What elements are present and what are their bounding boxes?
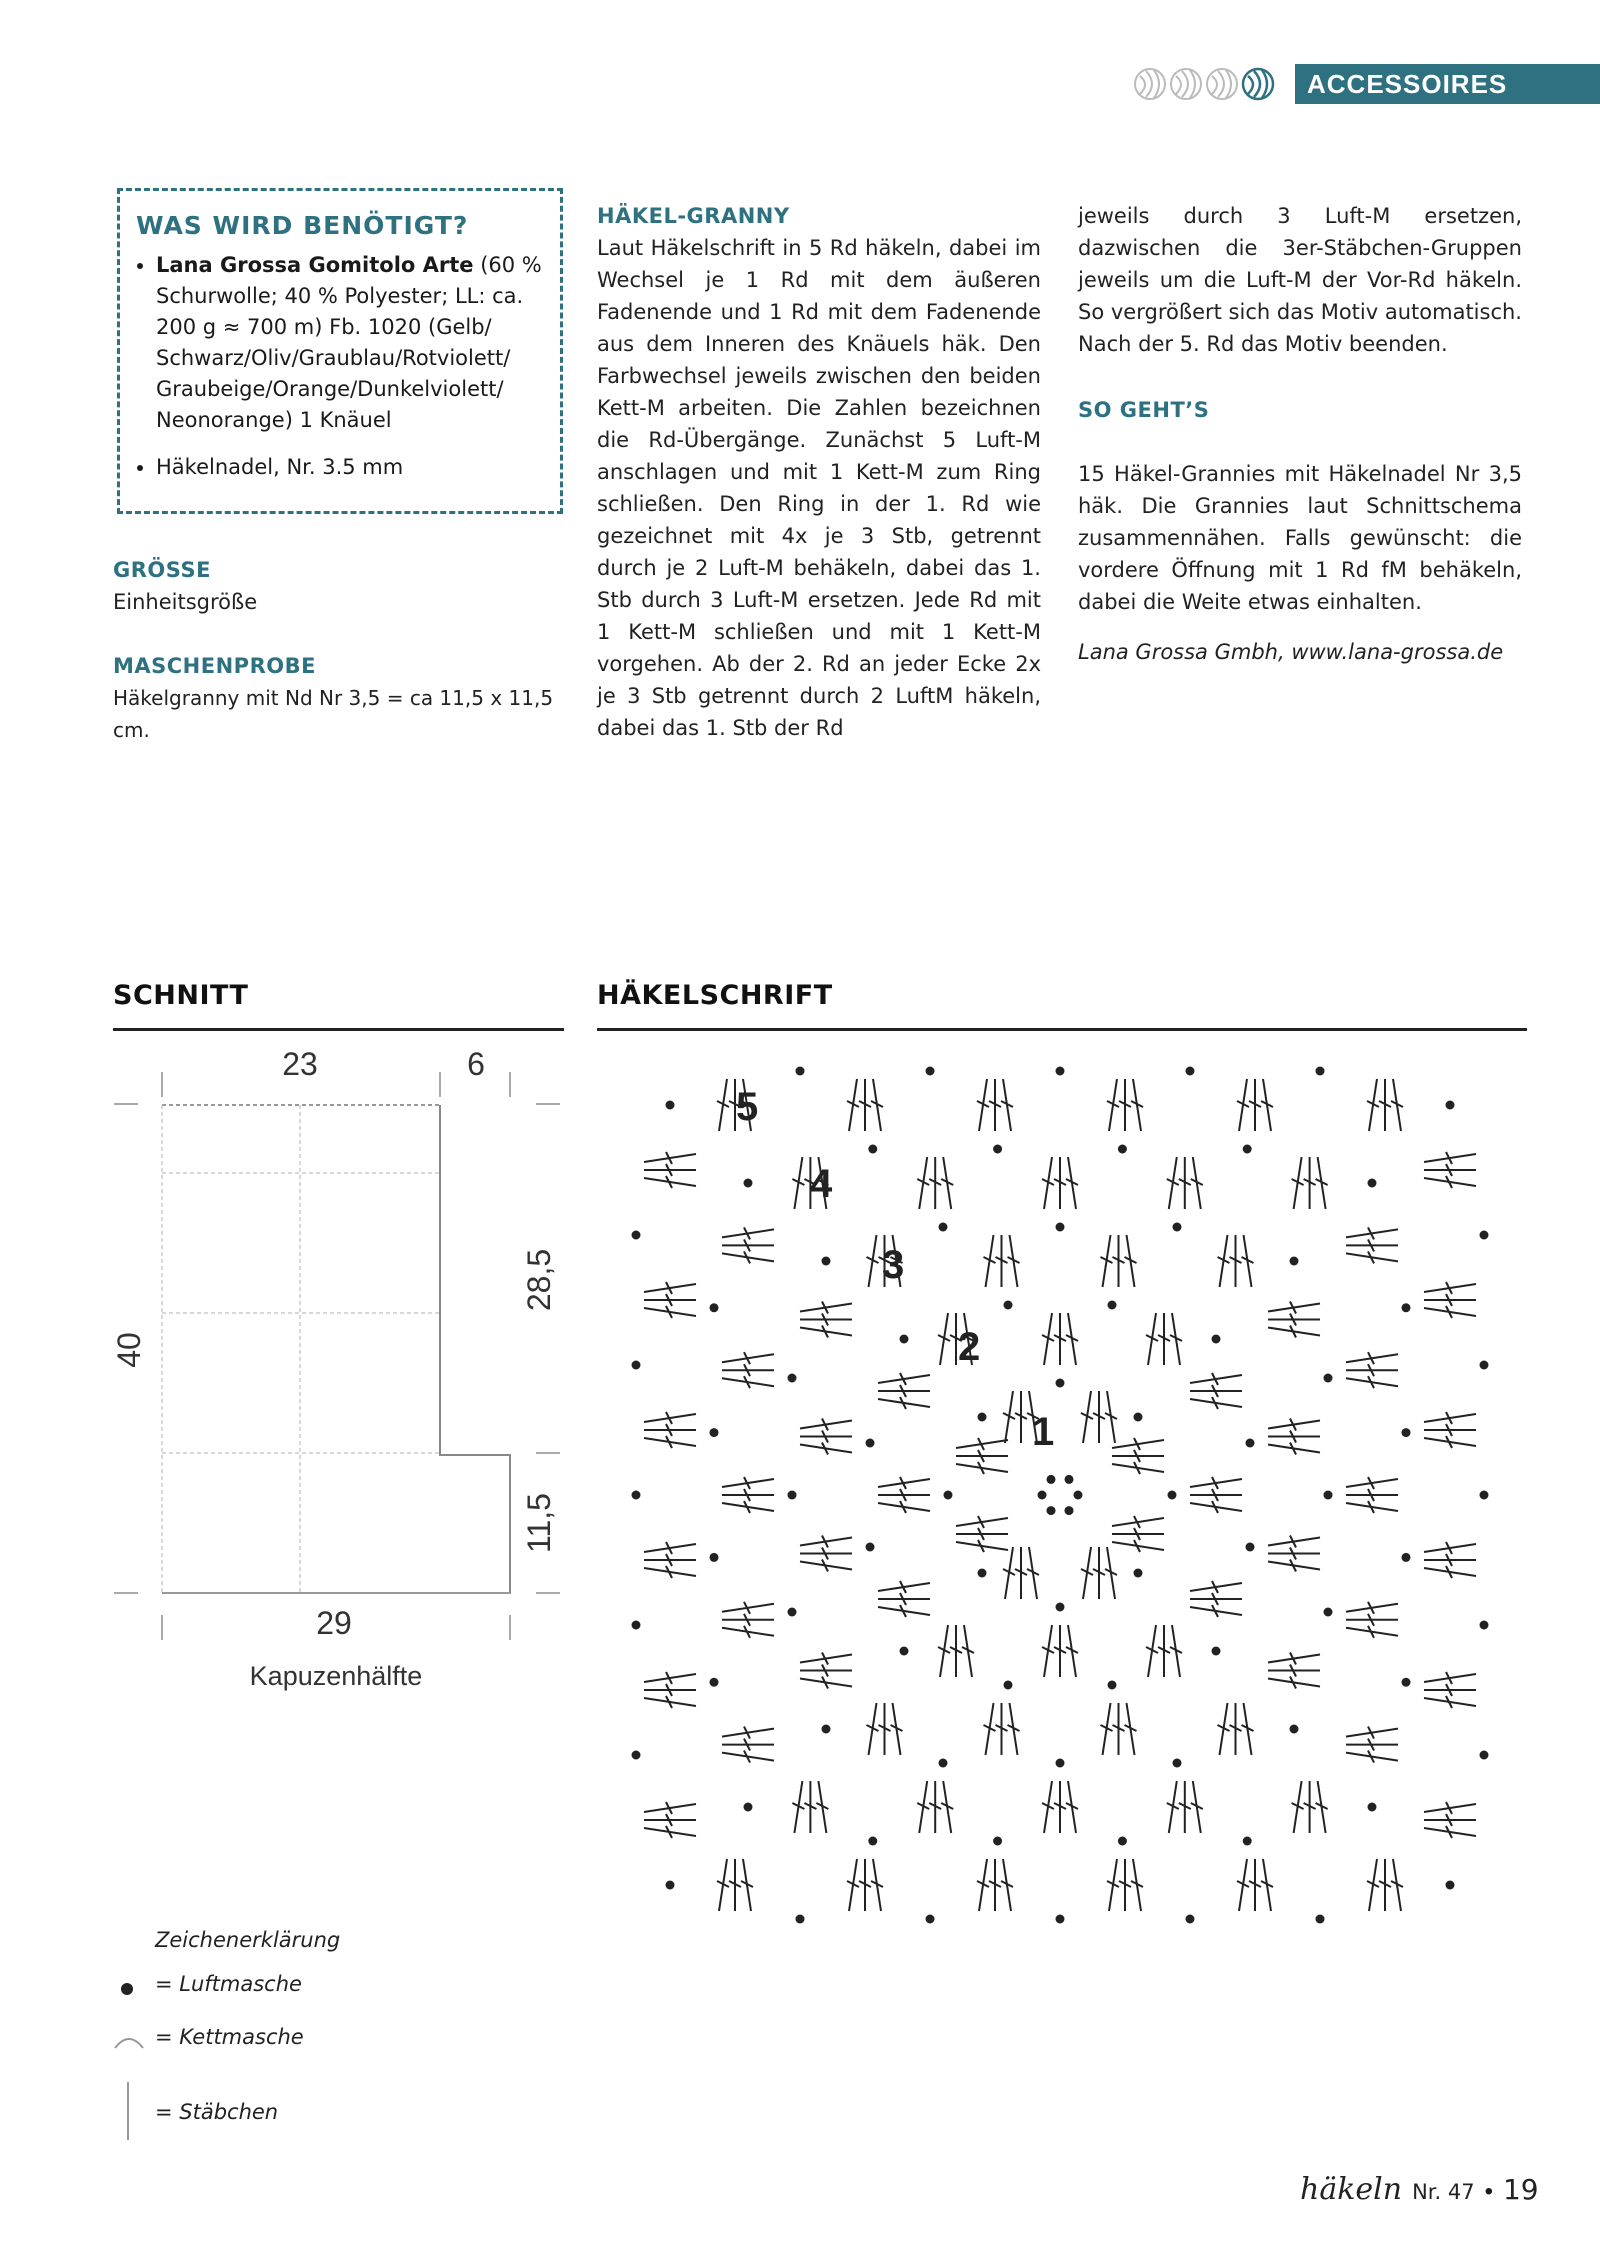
- gauge-section: [113, 650, 583, 746]
- chain-dot-r2-c0: [900, 1335, 909, 1344]
- chain-dot-r1-c2: [1134, 1569, 1143, 1578]
- howto-heading: SO GEHT’S: [1078, 398, 1210, 422]
- chain-dot-r5: [1316, 1915, 1325, 1924]
- yarn-balls-icon: [1132, 66, 1280, 102]
- dim-top-a: 23: [282, 1046, 318, 1082]
- chain-symbol-icon: [121, 1983, 133, 1995]
- howto-section: [1078, 394, 1522, 668]
- chain-dot-r2: [1004, 1301, 1013, 1310]
- chain-dot-r3: [1324, 1374, 1333, 1383]
- chain-dot-r3-c1: [1290, 1257, 1299, 1266]
- chart-heading: HÄKELSCHRIFT: [597, 980, 833, 1011]
- size-section: [113, 554, 573, 618]
- page-number: 19: [1502, 2173, 1539, 2206]
- chain-dot-r4: [710, 1303, 719, 1312]
- legend-chain: = Luftmasche: [155, 1972, 302, 1996]
- chain-dot-r5: [632, 1231, 641, 1240]
- chain-dot-r4: [868, 1837, 877, 1846]
- chain-dot-r3: [1056, 1759, 1065, 1768]
- chain-dot-r4: [1118, 1837, 1127, 1846]
- chain-dot-r5: [1056, 1915, 1065, 1924]
- chain-dot-r3: [1173, 1223, 1182, 1232]
- chain-dot-r5: [1186, 1067, 1195, 1076]
- legend-slip: = Kettmasche: [155, 2025, 304, 2049]
- chain-dot-r5: [1186, 1915, 1195, 1924]
- ring-chain-dot: [1038, 1491, 1047, 1500]
- chain-dot-r4: [1243, 1837, 1252, 1846]
- chain-dot-r5: [926, 1915, 935, 1924]
- materials-item-yarn: [156, 250, 544, 436]
- size-heading: GRÖSSE: [113, 558, 211, 582]
- chain-dot-r3: [1173, 1759, 1182, 1768]
- yarn-details: (60 % Schurwolle; 40 % Polyester; LL: ca. 200 g ≈ 700 m) Fb. 1020 (Gelb/ Schwarz/Oliv/Graublau/Rotviolett/ Graubeige/Orange/Dunkelviolett/ Neonorange) 1 Knäuel: [156, 253, 542, 432]
- chain-dot-r5: [796, 1067, 805, 1076]
- chain-dot-r2: [1108, 1301, 1117, 1310]
- granny-section: [597, 200, 1041, 744]
- chain-dot-r4-c1: [1368, 1179, 1377, 1188]
- chain-dot-r5: [1480, 1751, 1489, 1760]
- chain-dot-r4: [993, 1837, 1002, 1846]
- chain-dot-r2-c2: [1212, 1647, 1221, 1656]
- chart-rule: [597, 1028, 1527, 1031]
- granny-text: Laut Häkelschrift in 5 Rd häkeln, dabei im Wechsel je 1 Rd mit dem äußeren Fadenende und 1 Rd mit dem Fadenende aus dem Inneren des Knäuels häk. Den Farbwechsel jeweils zwischen den beiden Kett-M arbeiten. Die Zahlen bezeichnen die Rd-Übergänge. Zunächst 5 Luft-M anschlagen und mit 1 Kett-M zum Ring schließen. Den Ring in der 1. Rd wie gezeichnet mit 4x je 3 Stb, getrennt durch je 2 Luft-M behäkeln, dabei das 1. Stb durch 3 Luft-M ersetzen. Jede Rd mit 1 Kett-M schließen und mit 1 Kett-M vorgehen. Ab der 2. Rd an jeder Ecke 2x je 3 Stb getrennt durch 2 LuftM häkeln, dabei das 1. Stb der Rd: [597, 236, 1041, 740]
- ring-chain-dot: [1047, 1506, 1056, 1515]
- chain-dot-r5: [1056, 1067, 1065, 1076]
- round-label-4: 4: [810, 1162, 833, 1206]
- chain-dot-r3-c2: [1290, 1725, 1299, 1734]
- dim-right-b: 11,5: [521, 1493, 557, 1553]
- chain-dot-r5: [1480, 1621, 1489, 1630]
- round-label-1: 1: [1032, 1410, 1055, 1454]
- materials-title: WAS WIRD BENÖTIGT?: [136, 211, 469, 240]
- chain-dot-r1-c1: [1134, 1413, 1143, 1422]
- chain-dot-r3-c0: [822, 1257, 831, 1266]
- chain-dot-r5-c3: [666, 1881, 675, 1890]
- chain-dot-r5: [1480, 1231, 1489, 1240]
- chain-dot-r4-c0: [744, 1179, 753, 1188]
- granny-heading: HÄKEL-GRANNY: [597, 204, 790, 228]
- section-tag: ACCESSOIRES: [1295, 64, 1600, 104]
- yarn-name: Lana Grossa Gomitolo Arte: [156, 253, 474, 277]
- chain-dot-r3: [788, 1491, 797, 1500]
- chain-dot-r4: [710, 1553, 719, 1562]
- chain-dot-r1: [1056, 1379, 1065, 1388]
- materials-list: [136, 250, 544, 483]
- chain-dot-r1-c0: [978, 1413, 987, 1422]
- round-label-3: 3: [882, 1243, 905, 1287]
- materials-box: [117, 188, 563, 514]
- legend-dc: = Stäbchen: [155, 2100, 279, 2124]
- chain-dot-r4: [1402, 1553, 1411, 1562]
- ring-chain-dot: [1065, 1475, 1074, 1484]
- schematic-caption: Kapuzenhälfte: [249, 1661, 423, 1691]
- pattern-schematic: [100, 1045, 570, 1705]
- schnitt-rule: [113, 1028, 564, 1031]
- gauge-heading: MASCHENPROBE: [113, 654, 316, 678]
- chain-dot-r5: [632, 1621, 641, 1630]
- chain-dot-r2: [866, 1439, 875, 1448]
- chain-dot-r3: [939, 1223, 948, 1232]
- chain-dot-r3: [1056, 1223, 1065, 1232]
- chain-dot-r4-c2: [1368, 1803, 1377, 1812]
- chain-dot-r2-c3: [900, 1647, 909, 1656]
- chain-dot-r3: [788, 1374, 797, 1383]
- granny-text-continued: jeweils durch 3 Luft-M ersetzen, dazwischen die 3er-Stäbchen-Gruppen jeweils um die Luft-M der Vor-Rd häkeln. So vergrößert sich das Motiv automatisch. Nach der 5. Rd das Motiv beenden.: [1078, 204, 1522, 356]
- footer-bullet: •: [1484, 2178, 1493, 2205]
- issue-number: Nr. 47: [1412, 2180, 1475, 2204]
- chain-dot-r5-c1: [1446, 1101, 1455, 1110]
- chain-dot-r2-c1: [1212, 1335, 1221, 1344]
- chain-dot-r1-c3: [978, 1569, 987, 1578]
- chain-dot-r5: [632, 1361, 641, 1370]
- ring-chain-dot: [1065, 1506, 1074, 1515]
- chain-dot-r3: [1324, 1608, 1333, 1617]
- chain-dot-r4: [1243, 1145, 1252, 1154]
- chain-dot-r2: [1108, 1681, 1117, 1690]
- howto-text: 15 Häkel-Grannies mit Häkelnadel Nr 3,5 häk. Die Grannies laut Schnittschema zusammennähen. Falls gewünscht: die vordere Öffnung mit 1 Rd fM behäkeln, dabei die Weite etwas einhalten.: [1078, 462, 1522, 614]
- chain-dot-r4: [1402, 1303, 1411, 1312]
- dim-bottom: 29: [316, 1605, 352, 1641]
- chain-dot-r5: [1316, 1067, 1325, 1076]
- chain-dot-r4: [1402, 1428, 1411, 1437]
- chain-dot-r4: [1402, 1678, 1411, 1687]
- materials-item-hook: • Häkelnadel, Nr. 3.5 mm: [156, 452, 544, 483]
- legend-title: Zeichenerklärung: [155, 1928, 341, 1952]
- gauge-text: Häkelgranny mit Nd Nr 3,5 = ca 11,5 x 11,5 cm.: [113, 686, 554, 742]
- chain-dot-r5: [926, 1067, 935, 1076]
- chain-dot-r4: [868, 1145, 877, 1154]
- credit-text: Lana Grossa Gmbh, www.lana-grossa.de: [1078, 640, 1504, 664]
- chain-dot-r5-c0: [666, 1101, 675, 1110]
- chain-dot-r1: [944, 1491, 953, 1500]
- ring-chain-dot: [1047, 1475, 1056, 1484]
- slip-stitch-symbol-icon: [112, 2030, 146, 2050]
- chain-dot-r4: [993, 1145, 1002, 1154]
- chain-dot-r5: [1480, 1491, 1489, 1500]
- double-crochet-symbol-icon: [127, 2082, 129, 2140]
- chain-dot-r2: [1246, 1439, 1255, 1448]
- chain-dot-r3: [939, 1759, 948, 1768]
- round-label-5: 5: [736, 1085, 759, 1129]
- page-footer: [1300, 2172, 1539, 2207]
- chain-dot-r5: [796, 1915, 805, 1924]
- chain-dot-r5-c2: [1446, 1881, 1455, 1890]
- chain-dot-r2: [1004, 1681, 1013, 1690]
- size-text: Einheitsgröße: [113, 590, 258, 614]
- chain-dot-r3: [788, 1608, 797, 1617]
- chain-dot-r4: [1118, 1145, 1127, 1154]
- chain-dot-r5: [1480, 1361, 1489, 1370]
- dim-top-b: 6: [467, 1046, 485, 1082]
- chain-dot-r4: [710, 1678, 719, 1687]
- dim-right-a: 28,5: [521, 1248, 557, 1312]
- magazine-name: häkeln: [1300, 2172, 1403, 2207]
- chain-dot-r4: [710, 1428, 719, 1437]
- round-label-2: 2: [958, 1325, 981, 1369]
- chain-dot-r5: [632, 1751, 641, 1760]
- schnitt-heading: SCHNITT: [113, 980, 249, 1011]
- chain-dot-r1: [1056, 1603, 1065, 1612]
- chain-dot-r3: [1324, 1491, 1333, 1500]
- chain-dot-r2: [866, 1543, 875, 1552]
- chain-dot-r3-c3: [822, 1725, 831, 1734]
- chain-dot-r4-c3: [744, 1803, 753, 1812]
- chain-dot-r2: [1246, 1543, 1255, 1552]
- chain-dot-r5: [632, 1491, 641, 1500]
- ring-chain-dot: [1074, 1491, 1083, 1500]
- chain-dot-r1: [1168, 1491, 1177, 1500]
- dim-left: 40: [111, 1332, 147, 1368]
- crochet-chart: [610, 1045, 1510, 1945]
